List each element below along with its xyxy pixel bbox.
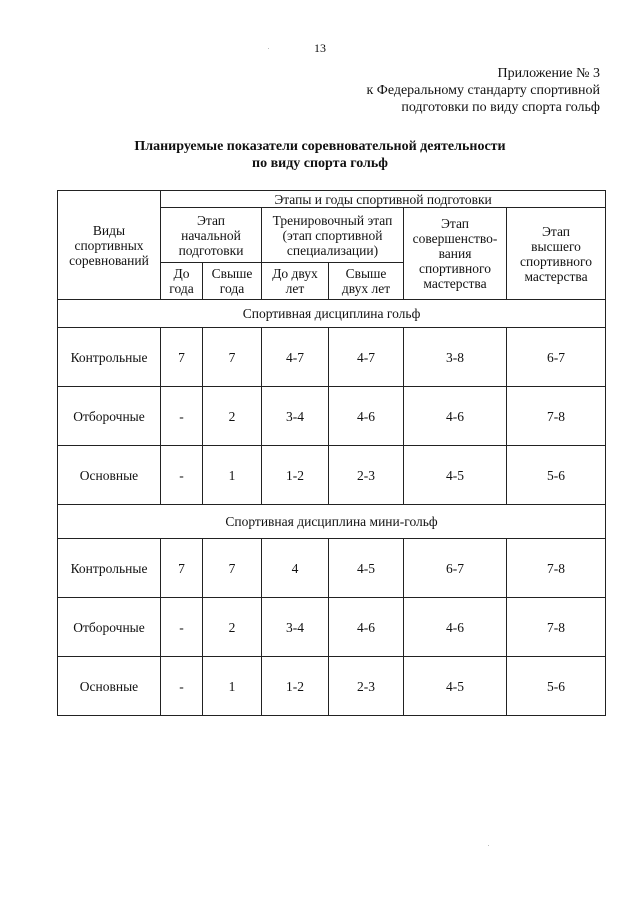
header-stages: Этапы и годы спортивной подготовки: [161, 191, 606, 208]
appendix-note: [366, 65, 600, 116]
cell-value: 3-8: [404, 328, 507, 387]
appendix-line-3: подготовки по виду спорта гольф: [401, 100, 600, 115]
cell-value: 6-7: [507, 328, 606, 387]
header-stage-initial: Этап начальной подготовки: [161, 208, 262, 263]
cell-value: 7-8: [507, 598, 606, 657]
row-label: Отборочные: [58, 598, 161, 657]
cell-value: 6-7: [404, 539, 507, 598]
cell-value: 4-6: [404, 598, 507, 657]
cell-value: 4-6: [404, 387, 507, 446]
cell-value: 1: [203, 446, 262, 505]
section-title-mini-golf: Спортивная дисциплина мини-гольф: [58, 505, 606, 539]
cell-value: 4-5: [329, 539, 404, 598]
title-line-1: Планируемые показатели соревновательной деятельности: [134, 139, 506, 154]
cell-value: 4: [262, 539, 329, 598]
header-stage-improvement: Этап совершенство- вания спортивного мастерства: [404, 208, 507, 300]
cell-value: 3-4: [262, 598, 329, 657]
cell-value: 7-8: [507, 539, 606, 598]
header-initial-over-year: Свыше года: [203, 263, 262, 300]
competition-table: [57, 190, 606, 716]
scan-speck: [488, 845, 489, 846]
appendix-line-1: Приложение № 3: [497, 66, 600, 81]
scan-speck: [268, 48, 269, 49]
cell-value: 5-6: [507, 657, 606, 716]
header-training-up-to-two-years: До двух лет: [262, 263, 329, 300]
cell-value: 2-3: [329, 446, 404, 505]
cell-value: 4-6: [329, 598, 404, 657]
cell-value: 4-7: [262, 328, 329, 387]
row-label: Контрольные: [58, 328, 161, 387]
cell-value: 7: [203, 328, 262, 387]
cell-value: 7: [203, 539, 262, 598]
cell-value: 4-5: [404, 657, 507, 716]
header-initial-up-to-year: До года: [161, 263, 203, 300]
cell-value: 1: [203, 657, 262, 716]
row-label: Основные: [58, 446, 161, 505]
page-number: 13: [314, 41, 326, 55]
header-stage-training: Тренировочный этап (этап спортивной специализации): [262, 208, 404, 263]
row-label: Контрольные: [58, 539, 161, 598]
cell-value: -: [161, 598, 203, 657]
cell-value: -: [161, 387, 203, 446]
cell-value: -: [161, 657, 203, 716]
row-label: Основные: [58, 657, 161, 716]
document-title: [0, 138, 640, 172]
header-stage-higher: Этап высшего спортивного мастерства: [507, 208, 606, 300]
cell-value: 7: [161, 328, 203, 387]
cell-value: 3-4: [262, 387, 329, 446]
header-training-over-two-years: Свыше двух лет: [329, 263, 404, 300]
cell-value: 7: [161, 539, 203, 598]
cell-value: 2: [203, 387, 262, 446]
cell-value: 4-7: [329, 328, 404, 387]
cell-value: 5-6: [507, 446, 606, 505]
cell-value: 4-5: [404, 446, 507, 505]
cell-value: -: [161, 446, 203, 505]
row-label: Отборочные: [58, 387, 161, 446]
cell-value: 4-6: [329, 387, 404, 446]
cell-value: 1-2: [262, 446, 329, 505]
header-competition-types: Виды спортивных соревнований: [58, 191, 161, 300]
title-line-2: по виду спорта гольф: [252, 156, 388, 171]
cell-value: 2: [203, 598, 262, 657]
appendix-line-2: к Федеральному стандарту спортивной: [366, 83, 600, 98]
cell-value: 1-2: [262, 657, 329, 716]
cell-value: 2-3: [329, 657, 404, 716]
section-title-golf: Спортивная дисциплина гольф: [58, 300, 606, 328]
cell-value: 7-8: [507, 387, 606, 446]
